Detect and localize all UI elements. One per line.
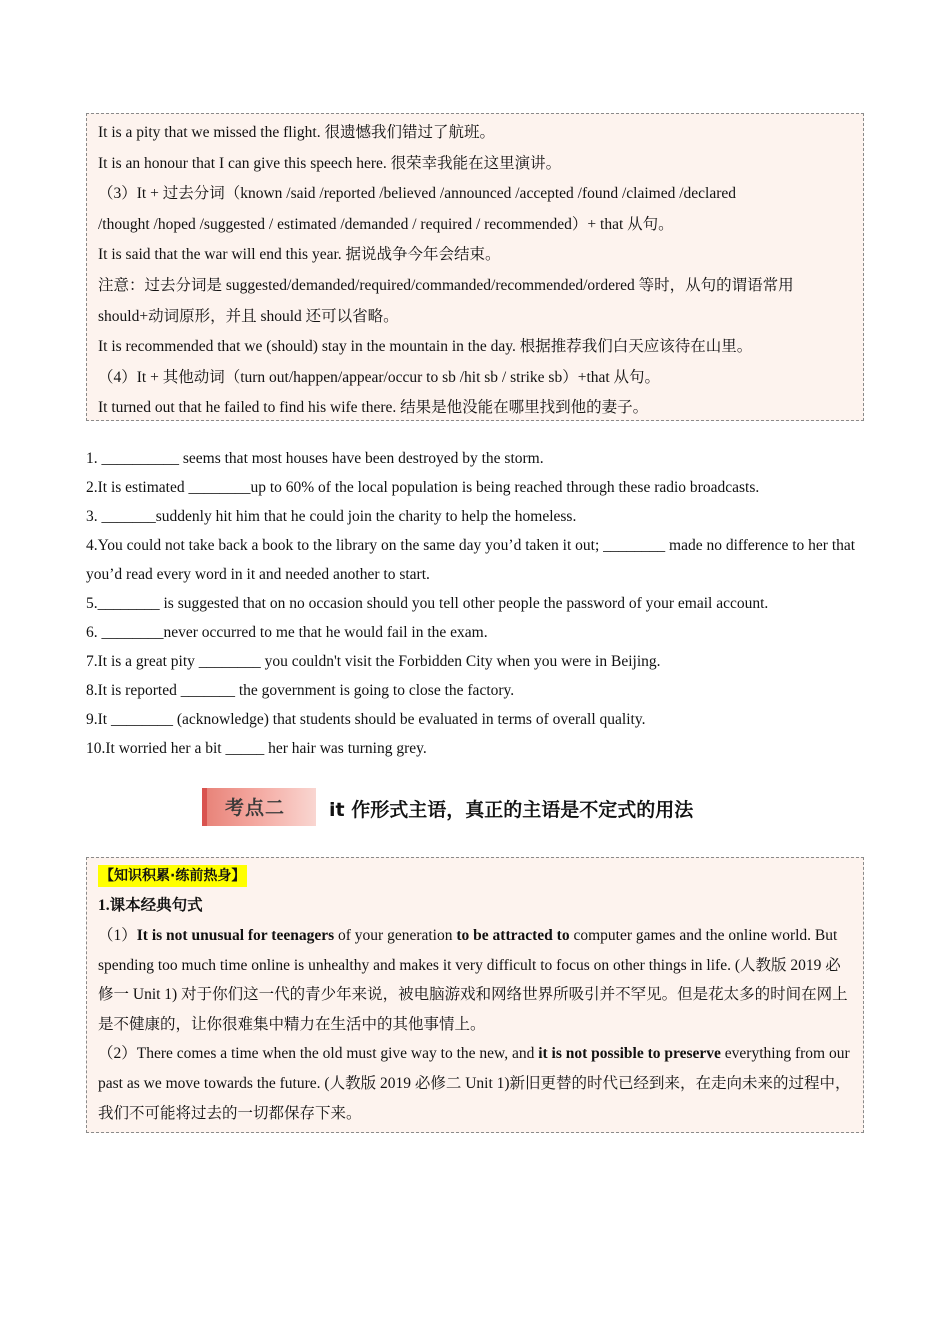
section-heading: [202, 788, 802, 826]
exercise-item: 10.It worried her a bit _____ her hair was turning grey.: [86, 740, 427, 757]
note-line: （3）It + 过去分词（known /said /reported /believed /announced /accepted /found /claimed /declared: [98, 185, 737, 203]
section-title: it 作形式主语，真正的主语是不定式的用法: [329, 799, 694, 821]
note-line: It is said that the war will end this year. 据说战争今年会结束。: [98, 246, 501, 264]
bold-phrase: It is not unusual for teenagers: [136, 927, 335, 944]
section-badge-label: 考点二: [225, 797, 286, 819]
exercise-item: 2.It is estimated ________up to 60% of the local population is being reached through these radio broadcasts.: [86, 479, 760, 496]
note-line: 注意：过去分词是 suggested/demanded/required/commanded/recommended/ordered 等时，从句的谓语常用: [98, 276, 794, 294]
note-line: It is a pity that we missed the flight. 很遗憾我们错过了航班。: [98, 124, 495, 141]
exercise-item: 3. _______suddenly hit him that he could join the charity to help the homeless.: [86, 508, 577, 525]
example-paragraph-2: [98, 1039, 852, 1128]
exercise-list: [86, 444, 876, 763]
subheading: 1.课本经典句式: [98, 897, 203, 914]
example-paragraph-1: [98, 921, 852, 1039]
bold-phrase: it is not possible to preserve: [538, 1045, 721, 1063]
exercise-item: 1. __________ seems that most houses have been destroyed by the storm.: [86, 450, 544, 467]
grammar-notes-box: [86, 113, 864, 421]
bold-phrase: to be attracted to: [456, 927, 570, 944]
section-badge: [202, 788, 316, 826]
note-line: It is an honour that I can give this speech here. 很荣幸我能在这里演讲。: [98, 154, 562, 172]
exercise-item: 7.It is a great pity ________ you couldn't visit the Forbidden City when you were in Beijing.: [86, 653, 661, 670]
exercise-item: 8.It is reported _______ the government is going to close the factory.: [86, 682, 515, 699]
highlight-label: 【知识积累·练前热身】: [98, 865, 247, 887]
text-run: （1）: [98, 927, 137, 944]
exercise-item: 6. ________never occurred to me that he would fail in the exam.: [86, 624, 488, 641]
knowledge-box: [86, 857, 864, 1133]
note-line: /thought /hoped /suggested / estimated /demanded / required / recommended）+ that 从句。: [98, 215, 674, 233]
note-line: （4）It + 其他动词（turn out/happen/appear/occur to sb /hit sb / strike sb）+that 从句。: [98, 368, 661, 386]
text-run: of your generation: [334, 927, 457, 944]
text-run: everything from our past as we move towards the future. (人教版 2019 必修二 Unit 1)新旧更替的时代已经到来，在走向未来的过程中，我们不可能将过去的一切都保存下来。: [98, 1045, 851, 1122]
note-line: It is recommended that we (should) stay in the mountain in the day. 根据推荐我们白天应该待在山里。: [98, 338, 753, 356]
exercise-item: 9.It ________ (acknowledge) that students should be evaluated in terms of overall quality.: [86, 711, 646, 728]
note-line: should+动词原形，并且 should 还可以省略。: [98, 307, 399, 325]
exercise-item: 4.You could not take back a book to the library on the same day you’d taken it out; ________ made no difference to her that you’d read every word in it and needed another to start.: [86, 537, 856, 583]
text-run: （2）There comes a time when the old must give way to the new, and: [98, 1045, 539, 1063]
exercise-item: 5.________ is suggested that on no occasion should you tell other people the password of your email account.: [86, 595, 769, 612]
note-line: It turned out that he failed to find his wife there. 结果是他没能在哪里找到他的妻子。: [98, 399, 649, 417]
text-run: computer games and the online world. But spending too much time online is unhealthy and makes it very difficult to focus on other things in life. (人教版 2019 必修一 Unit 1) 对于你们这一代的青少年来说，被电脑游戏和网络世界所吸引并不罕见。但是花太多的时间在网上是不健康的，让你很难集中精力在生活中的其他事情上。: [98, 927, 848, 1033]
